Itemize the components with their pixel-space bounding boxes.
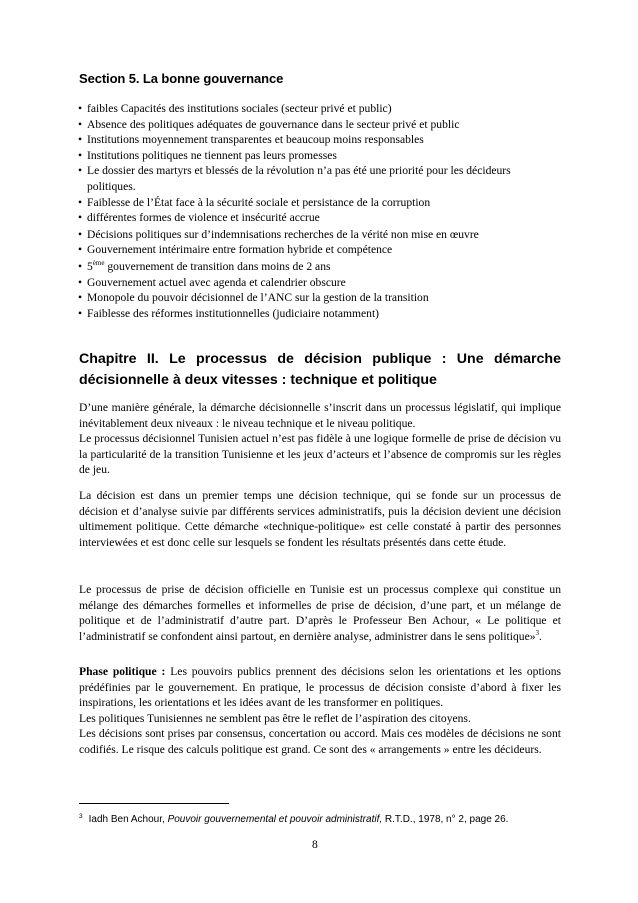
phase-label: Phase politique :: [79, 665, 166, 678]
list-item: • Absence des politiques adéquates de gouvernance dans le secteur privé et public: [78, 117, 460, 131]
footnote-reference[interactable]: 3: [535, 628, 540, 637]
bullet-icon: •: [78, 148, 83, 162]
bullet-list: [79, 101, 569, 321]
bullet-icon: •: [78, 291, 83, 305]
paragraph: Le processus de prise de décision officielle en Tunisie est un processus complexe qui constitue un mélange des démarches formelles et informelles de prise de décision, d’une part, et un mélange de politique et de l’administratif d’autre part. D’après le Professeur Ben Achour, « Le politique et l’administratif se confondent ainsi partout, en dernière analyse, administrer dans le sens politique»$^3$.: [79, 583, 561, 643]
paragraph: La décision est dans un premier temps une décision technique, qui se fonde sur un processus de décision et d’analyse suivie par différents services administratifs, puis la décision devient une décision ultimement politique. Cette démarche «technique-politique» est celle constaté à partir des personnes interviewées et est donc celle sur lesquels se fondent les résultats présentés dans cette étude.: [79, 489, 561, 549]
chapter-title: Chapitre II. Le processus de décision publique : Une démarche décisionnelle à deux vitesses : technique et politique: [79, 351, 561, 388]
bullet-icon: •: [78, 164, 83, 178]
list-item: • différentes formes de violence et insécurité accrue: [78, 211, 320, 225]
list-item: • Faiblesse de l’État face à la sécurité sociale et persistance de la corruption: [78, 195, 431, 209]
footnote: $^3$ Iadh Ben Achour, Pouvoir gouvernemental et pouvoir administratif, R.T.D., 1978, n° 2, page 26.: [79, 812, 509, 825]
bullet-icon: •: [78, 243, 83, 257]
section-title: Section 5. La bonne gouvernance: [79, 71, 284, 86]
bullet-icon: •: [78, 133, 83, 147]
list-item: • Décisions politiques sur d’indemnisations recherches de la vérité non mise en œuvre: [78, 227, 479, 241]
list-item: • 5ème gouvernement de transition dans moins de 2 ans: [78, 259, 331, 273]
list-item: • faibles Capacités des institutions sociales (secteur privé et public): [78, 102, 392, 115]
bullet-icon: •: [78, 211, 83, 225]
paragraph: D’une manière générale, la démarche décisionnelle s’inscrit dans un processus législatif, qui implique inévitablement deux niveaux : le niveau technique et le niveau politique. Le processus décisionnel Tunisien actuel n’est pas fidèle à une logique formelle de prise de décision vu la particularité de la transition Tunisienne et les jeux d’acteurs et l’absence de compromis sur les règles de jeu.: [79, 401, 561, 477]
bullet-icon: •: [78, 195, 83, 209]
bullet-icon: •: [78, 275, 83, 289]
page-number: 8: [312, 838, 318, 851]
bullet-icon: •: [78, 117, 83, 131]
footnote-divider: [79, 803, 229, 804]
bullet-icon: •: [78, 102, 83, 115]
list-item: • Gouvernement actuel avec agenda et calendrier obscure: [78, 275, 346, 289]
list-item: • Institutions politiques ne tiennent pas leurs promesses: [78, 148, 337, 162]
bullet-icon: •: [78, 259, 83, 273]
paragraph: Phase politique : Les pouvoirs publics prennent des décisions selon les orientations et les options prédéfinies par le gouvernement. En pratique, le processus de décision consiste d’abord à fixer les inspirations, les orientations et les idées avant de les transformer en politiques. Les politiques Tunisiennes ne semblent pas être le reflet de l’aspiration des citoyens. Les décisions sont prises par consensus, concertation ou accord. Mais ces modèles de décisions ne sont codifiés. Le risque des calculs politique est grand. Ce sont des « arrangements » entre les décideurs.: [79, 665, 561, 756]
list-item: • Faiblesse des réformes institutionnelles (judiciaire notamment): [78, 306, 380, 320]
footnote-mark: 3: [79, 812, 83, 820]
bullet-icon: •: [78, 306, 83, 320]
bullet-icon: •: [78, 227, 83, 241]
list-item: • Le dossier des martyrs et blessés de la révolution n’a pas été une priorité pour les décideurs politiques.: [78, 164, 511, 193]
list-item: • Institutions moyennement transparentes et beaucoup moins responsables: [78, 133, 424, 147]
list-item: • Gouvernement intérimaire entre formation hybride et compétence: [78, 243, 393, 257]
list-item: • Monopole du pouvoir décisionnel de l’ANC sur la gestion de la transition: [78, 291, 429, 305]
